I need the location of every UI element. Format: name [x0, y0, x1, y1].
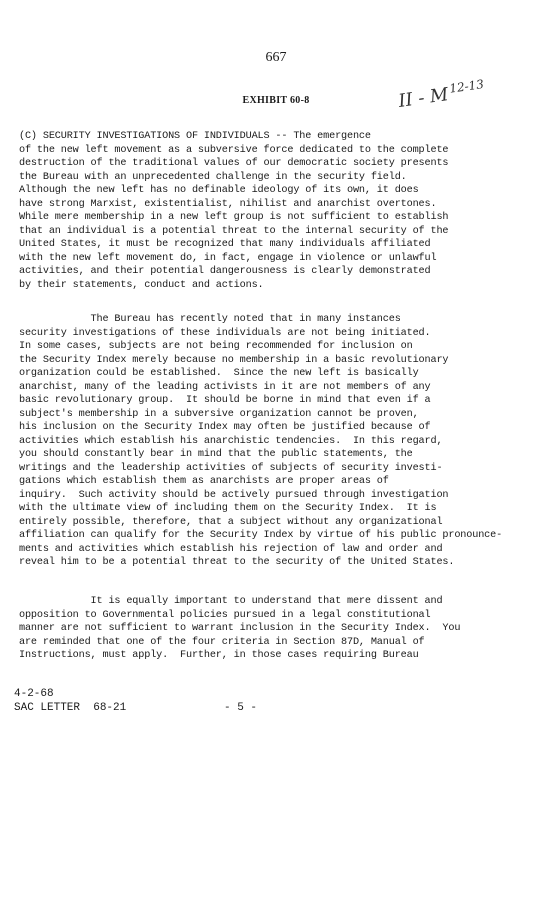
text-line: ments and activities which establish his rejection of law and order and — [19, 543, 443, 555]
text-line: with the ultimate view of including them on the Security Index. It is — [19, 503, 437, 514]
text-line: have strong Marxist, existentialist, nihilist and anarchist overtones. — [19, 198, 437, 210]
paragraph-3 — [19, 595, 539, 663]
paragraph-1 — [19, 130, 539, 292]
text-line: In some cases, subjects are not being recommended for inclusion on — [19, 341, 413, 352]
text-line: of the new left movement as a subversive force dedicated to the complete — [19, 144, 449, 156]
text-line: security investigations of these individuals are not being initiated. — [19, 327, 431, 339]
handwritten-annotation — [397, 77, 486, 112]
handwritten-superscript: 12-13 — [448, 77, 485, 96]
text-line: Although the new left has no definable ideology of its own, it does — [19, 185, 419, 196]
text-line: the Bureau with an unprecedented challenge in the security field. — [19, 171, 407, 183]
text-line: Instructions, must apply. Further, in those cases requiring Bureau — [19, 650, 419, 661]
text-line: you should constantly bear in mind that the public statements, the — [19, 449, 413, 460]
paragraph-2 — [19, 313, 539, 570]
text-line: the Security Index merely because no membership in a basic revolutionary — [19, 354, 449, 366]
text-line: with the new left movement do, in fact, engage in violence or unlawful — [19, 252, 437, 264]
text-line: that an individual is a potential threat to the internal security of the — [19, 225, 449, 237]
exhibit-heading: EXHIBIT 60-8 — [242, 95, 310, 106]
text-line: basic revolutionary group. It should be borne in mind that even if a — [19, 395, 431, 406]
text-line: United States, it must be recognized that many individuals affiliated — [19, 239, 431, 250]
handwritten-main: II - M — [397, 84, 450, 112]
footer-page-number: - 5 - — [224, 702, 258, 714]
text-line: While mere membership in a new left group is not sufficient to establish — [19, 212, 449, 223]
text-line: his inclusion on the Security Index may often be justified because of — [19, 422, 431, 433]
text-line: activities, and their potential dangerousness is clearly demonstrated — [19, 266, 431, 277]
text-line: (C) SECURITY INVESTIGATIONS OF INDIVIDUALS -- The emergence — [19, 131, 371, 142]
text-line: entirely possible, therefore, that a subject without any organizational — [19, 516, 443, 528]
text-line: gations which establish them as anarchists are proper areas of — [19, 476, 389, 487]
text-line: destruction of the traditional values of our democratic society presents — [19, 158, 449, 169]
text-line: anarchist, many of the leading activists in it are not members of any — [19, 381, 431, 393]
text-line: It is equally important to understand that mere dissent and — [19, 596, 443, 607]
text-line: writings and the leadership activities of subjects of security investi- — [19, 462, 443, 474]
text-line: reveal him to be a potential threat to the security of the United States. — [19, 557, 455, 568]
text-line: are reminded that one of the four criteria in Section 87D, Manual of — [19, 636, 425, 648]
text-line: inquiry. Such activity should be actively pursued through investigation — [19, 489, 449, 501]
text-line: manner are not sufficient to warrant inclusion in the Security Index. You — [19, 623, 461, 634]
text-line: by their statements, conduct and actions. — [19, 279, 264, 291]
text-line: opposition to Governmental policies pursued in a legal constitutional — [19, 609, 431, 621]
text-line: The Bureau has recently noted that in many instances — [19, 314, 401, 325]
page-number: 667 — [265, 50, 287, 65]
text-line: activities which establish his anarchistic tendencies. In this regard, — [19, 435, 443, 447]
text-line: organization could be established. Since the new left is basically — [19, 368, 419, 379]
footer-date: 4-2-68 — [14, 688, 54, 700]
footer-letter-id: SAC LETTER 68-21 — [14, 702, 127, 714]
text-line: affiliation can qualify for the Security Index by virtue of his public pronounce- — [19, 530, 503, 541]
text-line: subject's membership in a subversive organization cannot be proven, — [19, 408, 419, 420]
